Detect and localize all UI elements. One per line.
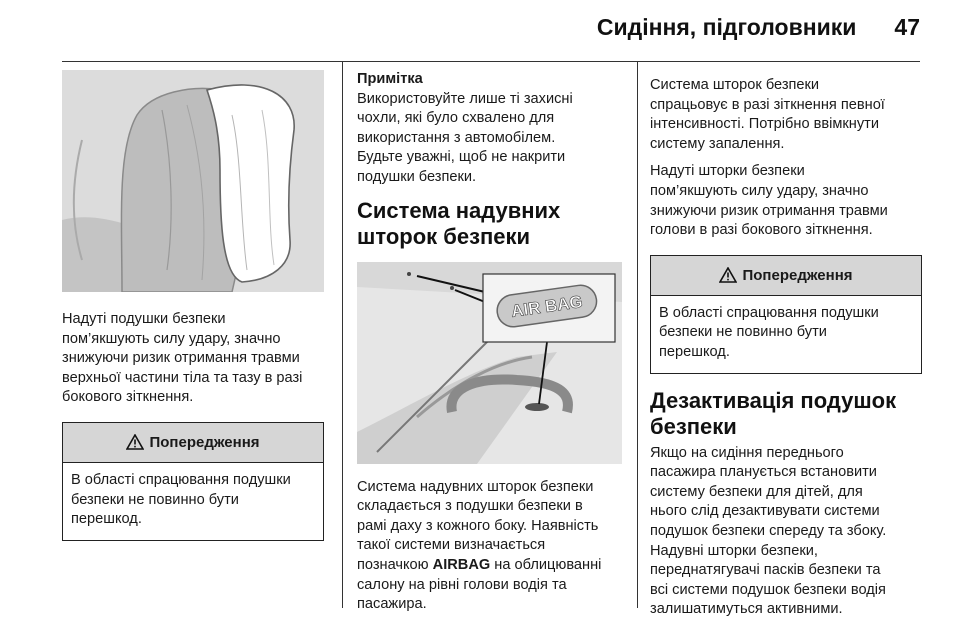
paragraph-line: знижуючи ризик отримання травми — [62, 350, 300, 367]
warning-triangle-icon — [719, 267, 737, 283]
paragraph-line: інтенсивності. Потрібно ввімкнути — [650, 116, 879, 133]
warning-title: Попередження — [149, 433, 260, 451]
paragraph-line: пасажира планується встановити — [650, 464, 877, 481]
warning-line: безпеки не повинно бути — [71, 491, 239, 508]
warning-body — [63, 463, 323, 540]
curtain-airbag-figure — [357, 262, 622, 464]
paragraph-line: Надуті подушки безпеки — [62, 311, 226, 327]
text-run: позначкою — [357, 556, 433, 573]
note-line: подушки безпеки. — [357, 168, 477, 185]
paragraph-line: Система шторок безпеки — [650, 77, 820, 93]
paragraph-line: нього слід дезактивувати системи — [650, 503, 880, 520]
column-2 — [357, 70, 622, 615]
paragraph-line: залишатимуться активними. — [650, 601, 843, 618]
paragraph-line: Надувні шторки безпеки, — [650, 542, 818, 559]
column-divider-1 — [342, 62, 343, 608]
note-line: чохли, які було схвалено для — [357, 110, 555, 127]
paragraph-line: пом’якшують силу удару, значно — [650, 182, 869, 199]
paragraph-line: Надуті шторки безпеки — [650, 163, 805, 180]
warning-line: В області спрацювання подушки — [659, 304, 879, 321]
section-title: Сидіння, підголовники — [596, 14, 857, 40]
note-title: Примітка — [357, 71, 423, 87]
paragraph-line: спрацьовує в разі зіткнення певної — [650, 96, 885, 113]
paragraph-line: систему запалення. — [650, 135, 785, 152]
section-heading: безпеки — [650, 413, 737, 439]
paragraph-line: бокового зіткнення. — [62, 389, 194, 406]
paragraph-line: Якщо на сидіння переднього — [650, 444, 844, 461]
airbag-marker-text: AIRBAG — [432, 556, 491, 573]
warning-box — [62, 422, 324, 541]
note-line: Будьте уважні, щоб не накрити — [357, 149, 566, 166]
warning-line: перешкод. — [71, 511, 142, 528]
page-number: 47 — [894, 14, 920, 40]
warning-body — [651, 296, 921, 373]
airbag-label: AIR BAG — [510, 291, 584, 321]
paragraph-line: систему безпеки для дітей, для — [650, 483, 863, 500]
seat-airbag-figure — [62, 70, 324, 292]
text-run: на облицюванні — [490, 556, 602, 573]
column-divider-2 — [637, 62, 638, 608]
header-divider — [62, 61, 920, 62]
paragraph-line: знижуючи ризик отримання травми — [650, 202, 888, 219]
paragraph-line: Система надувних шторок безпеки — [357, 478, 594, 495]
paragraph-line: складається з подушки безпеки в — [357, 498, 583, 515]
paragraph-line: всі системи подушок безпеки водія — [650, 581, 886, 598]
warning-triangle-icon — [126, 434, 144, 450]
warning-line: перешкод. — [659, 343, 730, 360]
paragraph-line: салону на рівні голови водія та — [357, 576, 567, 593]
note-line: Використовуйте лише ті захисні — [357, 90, 573, 107]
warning-line: безпеки не повинно бути — [659, 324, 827, 341]
paragraph-line: рамі даху з кожного боку. Наявність — [357, 517, 599, 534]
paragraph-line: пом’якшують силу удару, значно — [62, 330, 281, 347]
paragraph-line — [357, 556, 622, 576]
note-line: використання з автомобілем. — [357, 129, 556, 146]
paragraph-line: такої системи визначається — [357, 537, 546, 554]
section-heading: Дезактивація подушок — [650, 387, 897, 413]
warning-header — [651, 256, 921, 296]
warning-header — [63, 423, 323, 463]
paragraph-line: подушок безпеки спереду та збоку. — [650, 522, 887, 539]
section-heading: Система надувних — [357, 197, 561, 223]
page-header — [597, 14, 920, 41]
paragraph-line: голови в разі бокового зіткнення. — [650, 222, 873, 239]
warning-line: В області спрацювання подушки — [71, 471, 291, 488]
column-3 — [650, 70, 922, 620]
column-1 — [62, 70, 324, 541]
section-heading: шторок безпеки — [357, 223, 531, 249]
warning-box — [650, 255, 922, 374]
paragraph-line: верхньої частини тіла та тазу в разі — [62, 369, 303, 386]
paragraph-line: переднатягувачі пасків безпеки та — [650, 562, 881, 579]
paragraph-line: пасажира. — [357, 596, 427, 613]
warning-title: Попередження — [742, 266, 853, 284]
